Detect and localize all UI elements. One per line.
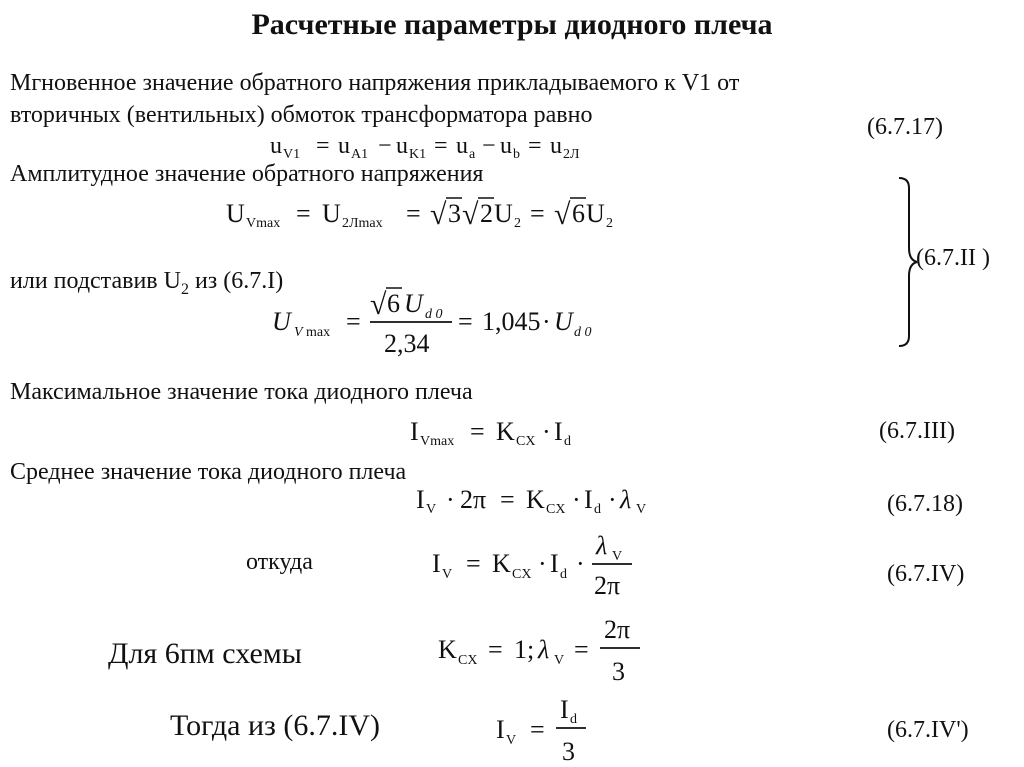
f6-2pi: 2π bbox=[594, 571, 621, 600]
eq-number-6-7-II: (6.7.II ) bbox=[916, 245, 990, 271]
f7-one: 1; bbox=[514, 635, 535, 664]
text-whence: откуда bbox=[246, 549, 313, 575]
f4-eq: = bbox=[470, 417, 485, 446]
f5-dot-2: · bbox=[572, 485, 581, 514]
formula-6-7-17 bbox=[270, 128, 650, 162]
f1-sub-2l: 2Л bbox=[563, 147, 580, 162]
f1-eq-2: = bbox=[434, 133, 448, 159]
f2-sqrt-1: √ bbox=[430, 198, 447, 231]
f6-sub-cx: CX bbox=[512, 567, 532, 582]
f5-dot-1: · bbox=[446, 485, 455, 514]
f3-dot: · bbox=[542, 307, 551, 336]
f3-sub-v: V bbox=[294, 325, 303, 340]
f5-sub-v: V bbox=[426, 502, 437, 517]
f5-I: I bbox=[416, 485, 425, 514]
formula-6-7-18 bbox=[416, 480, 696, 520]
f5-2pi: 2π bbox=[460, 485, 487, 514]
f3-coef: 1,045 bbox=[482, 307, 541, 336]
f1-eq-3: = bbox=[528, 133, 542, 159]
f2-sub-2-a: 2 bbox=[514, 216, 521, 231]
f5-sub-d: d bbox=[594, 502, 601, 517]
f4-K: K bbox=[496, 417, 515, 446]
f2-sqrt-2: √ bbox=[462, 198, 479, 231]
f8-eq: = bbox=[530, 715, 545, 744]
f1-eq-1: = bbox=[316, 133, 330, 159]
f6-sub-v: V bbox=[442, 567, 453, 582]
text-line-2: вторичных (вентильных) обмоток трансформатора равно bbox=[10, 102, 593, 128]
f5-sub-v-lambda: V bbox=[636, 502, 647, 517]
f2-U-3: U bbox=[494, 199, 513, 228]
f8-I-d: I bbox=[560, 695, 569, 724]
f5-sub-cx: CX bbox=[546, 502, 566, 517]
f8-three: 3 bbox=[562, 737, 575, 766]
f2-two: 2 bbox=[480, 199, 493, 228]
text-substitute-tail: из (6.7.I) bbox=[188, 268, 284, 294]
formula-6-7-IV-prime bbox=[496, 692, 616, 767]
f8-I: I bbox=[496, 715, 505, 744]
f6-I-d: I bbox=[550, 549, 559, 578]
f7-2pi: 2π bbox=[604, 615, 631, 644]
formula-scheme bbox=[438, 612, 658, 692]
f7-eq-2: = bbox=[574, 635, 589, 664]
f2-U: U bbox=[226, 199, 245, 228]
f2-U-4: U bbox=[586, 199, 605, 228]
text-max-current: Максимальное значение тока диодного плеча bbox=[10, 379, 473, 405]
f2-eq-3: = bbox=[530, 199, 545, 228]
f5-lambda: λ bbox=[620, 485, 632, 514]
f7-eq-1: = bbox=[488, 635, 503, 664]
f1-u-5: u bbox=[500, 133, 512, 159]
f2-sub-vmax: Vmax bbox=[246, 216, 281, 231]
f1-sub-k1: K1 bbox=[409, 147, 427, 162]
eq-number-6-7-IV-prime: (6.7.IV') bbox=[887, 717, 969, 743]
f3-U-right: U bbox=[554, 307, 573, 336]
formula-max-current bbox=[410, 412, 630, 450]
f3-eq-2: = bbox=[458, 307, 473, 336]
f7-lambda: λ bbox=[538, 635, 550, 664]
text-substitute bbox=[10, 268, 283, 303]
f2-sub-2-b: 2 bbox=[606, 216, 613, 231]
f1-sub-b: b bbox=[513, 147, 520, 162]
f4-sub-vmax: Vmax bbox=[420, 434, 455, 449]
f4-dot: · bbox=[542, 417, 551, 446]
f1-minus-2: − bbox=[482, 133, 496, 159]
f3-sub-max: max bbox=[306, 325, 331, 340]
eq-number-6-7-III: (6.7.III) bbox=[879, 418, 955, 444]
text-avg-current: Среднее значение тока диодного плеча bbox=[10, 459, 407, 485]
f5-eq: = bbox=[500, 485, 515, 514]
formula-6-7-IV bbox=[432, 528, 672, 604]
text-scheme: Для 6пм схемы bbox=[108, 637, 302, 670]
f2-eq-2: = bbox=[406, 199, 421, 228]
eq-number-6-7-18: (6.7.18) bbox=[887, 491, 963, 517]
text-substitute-sub: 2 bbox=[180, 280, 189, 298]
text-line-1: Мгновенное значение обратного напряжения прикладываемого к V1 от bbox=[10, 70, 740, 96]
f2-three: 3 bbox=[448, 199, 461, 228]
f6-sub-v-lambda: V bbox=[612, 549, 623, 564]
f8-sub-d: d bbox=[570, 712, 577, 727]
f7-three: 3 bbox=[612, 657, 625, 686]
f3-six: 6 bbox=[387, 289, 400, 318]
f6-lambda: λ bbox=[596, 531, 608, 560]
f1-u: u bbox=[270, 133, 282, 159]
f2-eq-1: = bbox=[296, 199, 311, 228]
f3-U-num: U bbox=[404, 289, 423, 318]
f8-sub-v: V bbox=[506, 733, 517, 748]
f3-sub-d0-num: d 0 bbox=[425, 307, 443, 322]
f1-minus-1: − bbox=[378, 133, 392, 159]
text-amplitude: Амплитудное значение обратного напряжения bbox=[10, 161, 484, 187]
f4-I-d: I bbox=[554, 417, 563, 446]
f2-sub-2lmax: 2Лmax bbox=[342, 216, 383, 231]
curly-brace bbox=[895, 176, 919, 348]
f6-dot-1: · bbox=[538, 549, 547, 578]
f1-sub-a1: A1 bbox=[351, 147, 369, 162]
f6-dot-2: · bbox=[576, 549, 585, 578]
f1-u-4: u bbox=[456, 133, 468, 159]
f4-sub-d: d bbox=[564, 434, 571, 449]
f6-K: K bbox=[492, 549, 511, 578]
f5-K: K bbox=[526, 485, 545, 514]
f3-sub-d0-right: d 0 bbox=[574, 325, 592, 340]
page-title: Расчетные параметры диодного плеча bbox=[251, 8, 773, 41]
f3-U: U bbox=[272, 307, 291, 336]
f3-den: 2,34 bbox=[384, 329, 430, 358]
f2-sqrt-3: √ bbox=[554, 198, 571, 231]
f4-I: I bbox=[410, 417, 419, 446]
f5-dot-3: · bbox=[608, 485, 617, 514]
eq-number-6-7-IV: (6.7.IV) bbox=[887, 561, 965, 587]
f6-eq: = bbox=[466, 549, 481, 578]
f1-u-6: u bbox=[550, 133, 562, 159]
f1-sub-v1: V1 bbox=[283, 147, 301, 162]
f6-I: I bbox=[432, 549, 441, 578]
formula-amplitude bbox=[226, 188, 646, 234]
f2-six: 6 bbox=[572, 199, 585, 228]
f1-u-2: u bbox=[338, 133, 350, 159]
f3-eq-1: = bbox=[346, 307, 361, 336]
f1-u-3: u bbox=[396, 133, 408, 159]
formula-substitute bbox=[272, 282, 632, 364]
f3-sqrt: √ bbox=[370, 288, 387, 321]
f6-sub-d: d bbox=[560, 567, 567, 582]
f7-sub-cx: CX bbox=[458, 653, 478, 668]
f5-I-d: I bbox=[584, 485, 593, 514]
f1-sub-a: a bbox=[469, 147, 476, 162]
text-substitute-head: или подставив U bbox=[10, 268, 181, 294]
eq-number-6-7-17: (6.7.17) bbox=[867, 114, 943, 140]
f7-K: K bbox=[438, 635, 457, 664]
f4-sub-cx: CX bbox=[516, 434, 536, 449]
text-then: Тогда из (6.7.IV) bbox=[170, 709, 380, 742]
f2-U-2: U bbox=[322, 199, 341, 228]
f7-sub-v: V bbox=[554, 653, 565, 668]
